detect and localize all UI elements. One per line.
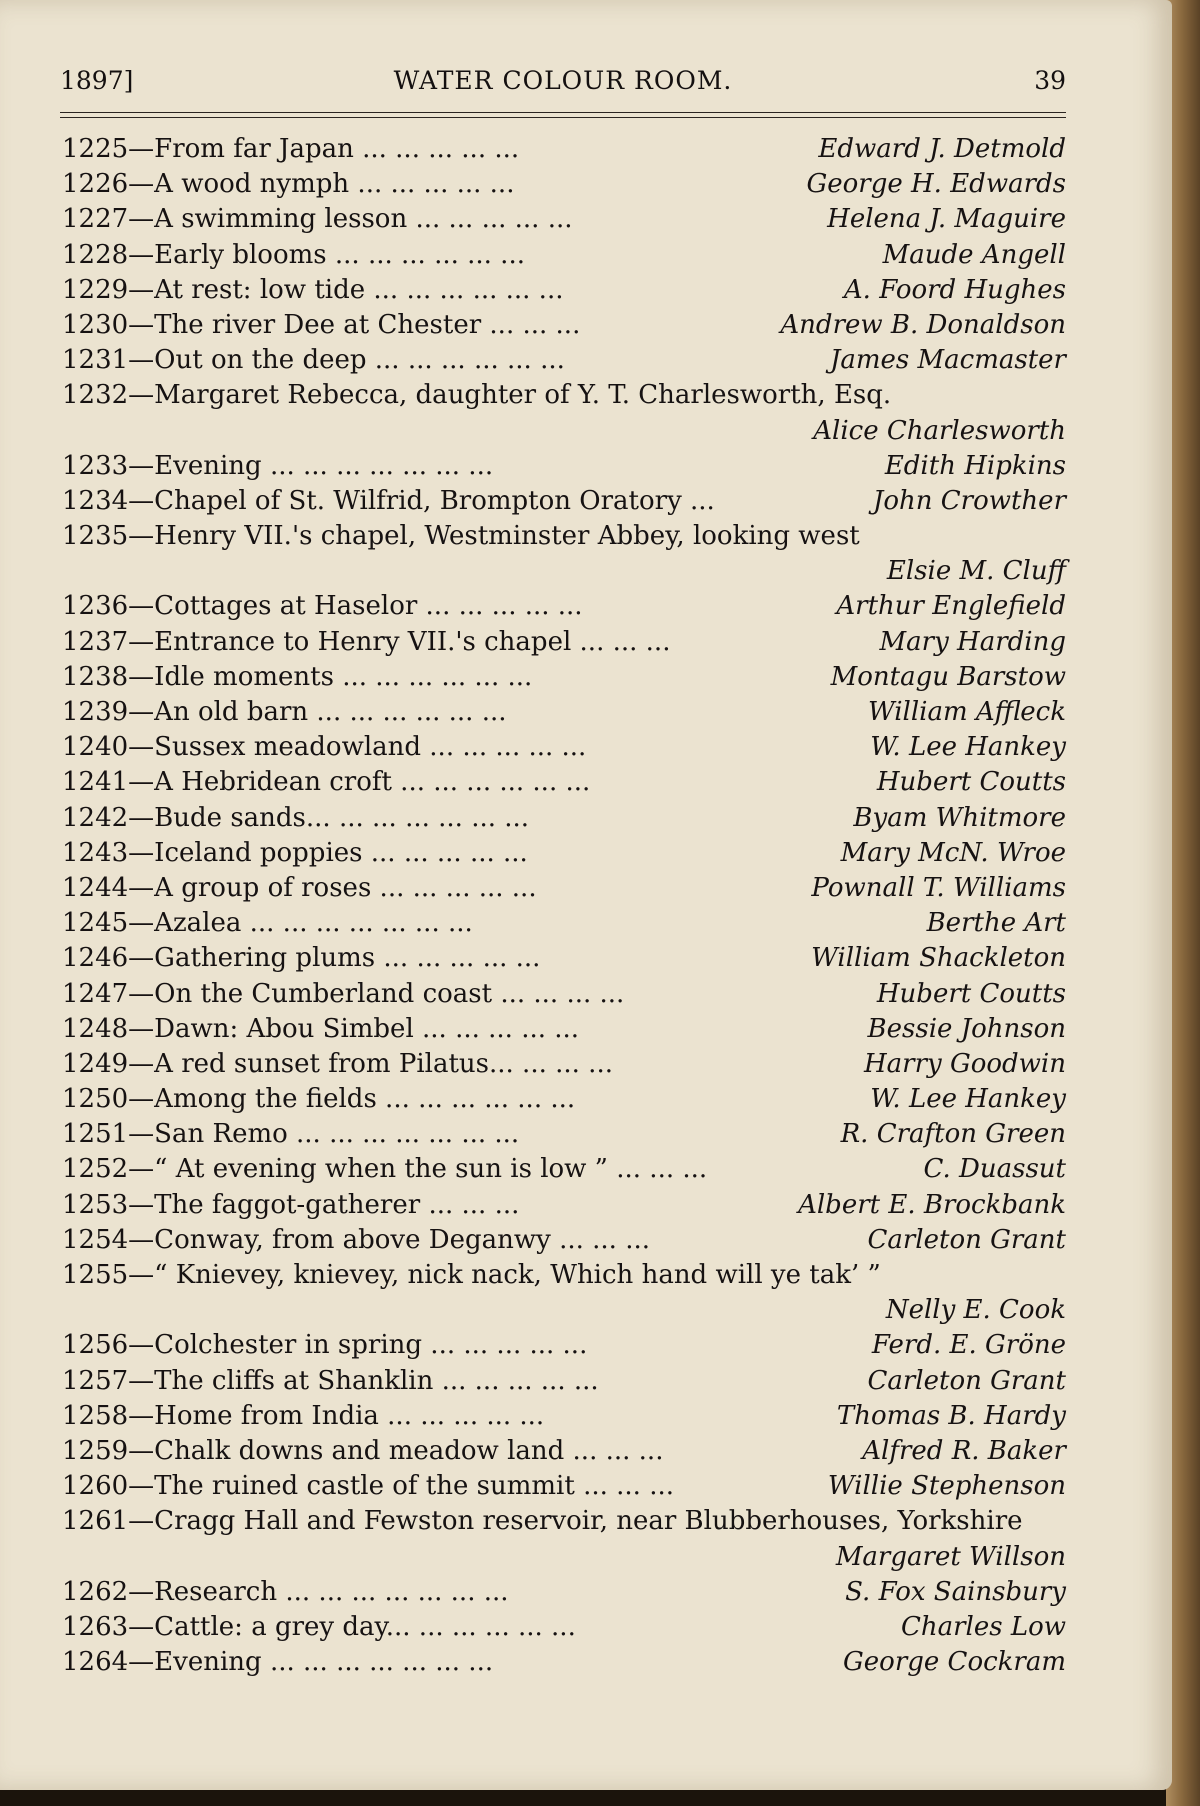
entry-artist: Arthur Englefield <box>836 591 1066 622</box>
entry-dash: — <box>128 1576 155 1607</box>
entry-artist: Elsie M. Cluff <box>886 556 1066 587</box>
entry-title: A wood nymph <box>154 169 350 200</box>
entry-dash: — <box>128 943 155 974</box>
entry-dot-leader: ... ... ... ... <box>492 978 625 1009</box>
entry-dot-leader: ... ... ... ... ... <box>413 1013 580 1044</box>
catalogue-entry <box>62 836 1066 871</box>
entry-number: 1238 <box>62 661 129 692</box>
catalogue-entry <box>62 1364 1066 1399</box>
catalogue-entry-continuation <box>62 1293 1066 1328</box>
entry-artist: Edward J. Detmold <box>818 134 1066 164</box>
entry-dot-leader: ... ... ... ... ... ... <box>326 239 525 270</box>
entry-title: Chapel of St. Wilfrid, Brompton Oratory <box>154 485 682 516</box>
entry-artist: A. Foord Hughes <box>843 274 1066 305</box>
entry-dot-leader: ... ... ... <box>420 1189 520 1220</box>
catalogue-entry <box>62 1399 1066 1434</box>
entry-dash: — <box>128 1506 155 1537</box>
entry-artist: Albert E. Brockbank <box>798 1189 1066 1220</box>
entry-artist: Nelly E. Cook <box>885 1295 1066 1326</box>
entry-number: 1248 <box>62 1013 129 1044</box>
catalogue-entry-continuation <box>62 414 1066 449</box>
entry-title: Conway, from above Deganwy <box>154 1224 551 1255</box>
entry-artist: Hubert Coutts <box>876 978 1066 1009</box>
catalogue-entry <box>62 730 1066 765</box>
entry-dash: — <box>128 134 155 164</box>
entry-title: Early blooms <box>154 239 327 270</box>
entry-title: Colchester in spring <box>154 1330 423 1361</box>
entry-artist: Alice Charlesworth <box>813 415 1066 446</box>
entry-number: 1256 <box>62 1330 129 1361</box>
entry-dash: — <box>128 309 155 340</box>
entry-artist: Margaret Willson <box>835 1541 1066 1572</box>
entry-artist: W. Lee Hankey <box>870 1084 1066 1115</box>
entry-number: 1262 <box>62 1576 129 1607</box>
entry-dash: — <box>128 1048 155 1079</box>
entry-artist: William Shackleton <box>811 943 1066 974</box>
catalogue-entry <box>62 308 1066 343</box>
running-header <box>60 66 1066 106</box>
entry-title: A group of roses <box>154 872 372 903</box>
catalogue-entry <box>62 1047 1066 1082</box>
entry-title: Home from India <box>154 1400 379 1431</box>
entry-dot-leader: ... ... ... ... ... ... ... <box>287 1119 520 1150</box>
entry-artist: Pownall T. Williams <box>811 872 1066 903</box>
entry-dot-leader: ... ... ... ... ... ... <box>366 345 565 376</box>
catalogue-entry <box>62 238 1066 273</box>
entry-dash: — <box>128 1611 155 1642</box>
entry-artist: Montagu Barstow <box>830 661 1066 692</box>
entry-dash: — <box>128 732 155 763</box>
entry-dot-leader: ... ... ... ... ... ... ... <box>305 802 530 833</box>
entry-title: Cottages at Haselor <box>154 591 418 622</box>
entry-artist: Byam Whitmore <box>853 802 1066 833</box>
entry-title: Among the fields <box>154 1084 377 1115</box>
entry-dot-leader: ... ... ... ... ... <box>378 1400 545 1431</box>
entry-artist: Hubert Coutts <box>876 767 1066 798</box>
entry-artist: Andrew B. Donaldson <box>780 309 1066 340</box>
entry-artist: Maude Angell <box>882 239 1066 270</box>
entry-dot-leader: ... ... ... ... ... ... ... <box>277 1576 509 1607</box>
entry-title: At rest: low tide <box>154 274 366 305</box>
entry-number: 1227 <box>62 204 129 235</box>
entry-dot-leader: ... ... ... ... ... <box>353 134 520 164</box>
entry-number: 1245 <box>62 908 129 939</box>
header-page-number: 39 <box>1034 66 1066 95</box>
entry-dot-leader: ... ... ... <box>550 1224 650 1255</box>
entry-artist: George H. Edwards <box>806 169 1066 200</box>
entry-number: 1241 <box>62 767 129 798</box>
entry-dot-leader: ... ... ... ... ... <box>421 732 587 763</box>
entry-dash: — <box>128 169 155 200</box>
entry-artist: R. Crafton Green <box>840 1119 1066 1150</box>
entry-number: 1229 <box>62 274 129 305</box>
entry-title: Cragg Hall and Fewston reservoir, near Blubberhouses, Yorkshire <box>154 1506 1023 1537</box>
catalogue-entry <box>62 1575 1066 1610</box>
entry-dash: — <box>128 1365 155 1396</box>
entry-title: Dawn: Abou Simbel <box>154 1013 414 1044</box>
entry-dot-leader: ... <box>681 485 715 516</box>
catalogue-entry <box>62 1610 1066 1645</box>
entry-artist: Charles Low <box>900 1611 1066 1642</box>
entry-dot-leader: ... ... ... ... ... <box>422 1330 588 1361</box>
entry-artist: John Crowther <box>872 485 1066 516</box>
entry-dot-leader: ... ... ... <box>481 309 581 340</box>
entry-dot-leader: ... ... ... ... ... ... <box>391 767 591 798</box>
entry-dot-leader: ... ... ... ... ... <box>407 204 573 235</box>
entry-number: 1232 <box>62 380 129 411</box>
entry-dash: — <box>128 978 155 1009</box>
entry-title: On the Cumberland coast <box>154 978 493 1009</box>
entry-dash: — <box>128 274 155 305</box>
header-rule-double <box>60 117 1066 118</box>
entry-number: 1231 <box>62 345 129 376</box>
entry-dot-leader: ... ... ... ... ... ... <box>365 274 564 305</box>
entry-dash: — <box>128 1224 155 1255</box>
entry-number: 1237 <box>62 626 129 657</box>
entry-dash: — <box>128 1260 155 1290</box>
entry-artist: W. Lee Hankey <box>870 732 1066 763</box>
entry-title: Cattle: a grey day <box>154 1611 386 1642</box>
entry-title: The river Dee at Chester <box>154 309 482 340</box>
entry-dash: — <box>128 697 155 727</box>
entry-title: The faggot-gatherer <box>154 1189 421 1220</box>
entry-dash: — <box>128 591 155 622</box>
catalogue-entry <box>62 589 1066 624</box>
entry-title: Henry VII.'s chapel, Westminster Abbey, looking west <box>154 521 860 552</box>
catalogue-entry <box>62 484 1066 519</box>
header-title: WATER COLOUR ROOM. <box>393 66 733 95</box>
entry-dash: — <box>128 345 155 376</box>
entry-dash: — <box>128 450 155 481</box>
entry-dash: — <box>128 485 155 516</box>
entry-number: 1240 <box>62 732 129 763</box>
entry-dash: — <box>128 239 155 270</box>
entry-dash: — <box>128 626 155 657</box>
entry-dot-leader: ... ... ... <box>571 626 671 657</box>
entry-dot-leader: ... ... ... ... ... ... ... <box>261 1647 494 1678</box>
entry-number: 1255 <box>62 1260 129 1290</box>
entry-title: A red sunset from Pilatus <box>154 1048 489 1079</box>
entry-artist: Edith Hipkins <box>884 450 1066 481</box>
entry-artist: Mary Harding <box>879 626 1066 657</box>
catalogue-entry <box>62 1188 1066 1223</box>
entry-dot-leader: ... ... ... ... ... ... <box>385 1611 576 1642</box>
entry-number: 1260 <box>62 1471 129 1502</box>
catalogue-entry <box>62 765 1066 800</box>
catalogue-entry <box>62 343 1066 378</box>
entry-number: 1225 <box>62 134 129 164</box>
entry-dot-leader: ... ... ... <box>564 1435 664 1466</box>
entry-title: Sussex meadowland <box>154 732 422 763</box>
entry-artist: Harry Goodwin <box>863 1048 1066 1079</box>
catalogue-entry <box>62 449 1066 484</box>
entry-title: Out on the deep <box>154 345 367 376</box>
catalogue-entries <box>62 132 1066 1680</box>
entry-dash: — <box>128 1330 155 1361</box>
entry-artist: Berthe Art <box>926 908 1066 939</box>
entry-dot-leader: ... ... ... ... ... ... <box>333 661 533 692</box>
entry-title: The ruined castle of the summit <box>154 1471 575 1502</box>
catalogue-entry <box>62 871 1066 906</box>
entry-artist: Thomas B. Hardy <box>836 1400 1066 1431</box>
entry-number: 1230 <box>62 309 129 340</box>
entry-title: Bude sands <box>154 802 306 833</box>
entry-title: A Hebridean croft <box>154 767 392 798</box>
entry-dot-leader: ... ... ... ... ... ... ... <box>241 908 473 939</box>
catalogue-entry-continuation <box>62 1540 1066 1575</box>
entry-dot-leader: ... ... ... <box>607 1154 708 1185</box>
entry-number: 1264 <box>62 1647 129 1678</box>
entry-dash: — <box>128 204 155 235</box>
entry-dot-leader: ... ... ... ... ... <box>375 943 541 974</box>
entry-number: 1250 <box>62 1084 129 1115</box>
entry-dot-leader: ... ... ... ... ... ... <box>376 1084 576 1115</box>
entry-artist: George Cockram <box>843 1647 1066 1678</box>
entry-title: Idle moments <box>154 661 334 692</box>
entry-number: 1249 <box>62 1048 129 1079</box>
entry-dot-leader: ... ... ... ... ... <box>417 591 583 622</box>
entry-dash: — <box>128 521 155 552</box>
entry-artist: Bessie Johnson <box>867 1013 1066 1044</box>
catalogue-entry <box>62 202 1066 237</box>
catalogue-entry <box>62 906 1066 941</box>
catalogue-entry <box>62 1645 1066 1680</box>
entry-dash: — <box>128 1119 155 1150</box>
catalogue-entry <box>62 1082 1066 1117</box>
entry-title: “ Knievey, knievey, nick nack, Which hand will ye tak’ ” <box>154 1260 881 1290</box>
entry-dash: — <box>128 1435 155 1466</box>
entry-artist: Alfred R. Baker <box>862 1435 1066 1466</box>
entry-artist: William Affleck <box>867 697 1066 727</box>
entry-number: 1233 <box>62 450 129 481</box>
entry-dash: — <box>128 908 155 939</box>
catalogue-entry-continuation <box>62 554 1066 589</box>
catalogue-entry <box>62 1469 1066 1504</box>
entry-dash: — <box>128 1084 155 1115</box>
entry-title: Evening <box>154 450 262 481</box>
catalogue-entry <box>62 1012 1066 1047</box>
catalogue-entry <box>62 660 1066 695</box>
entry-dash: — <box>128 872 155 903</box>
catalogue-entry <box>62 1152 1066 1187</box>
entry-artist: Carleton Grant <box>867 1365 1066 1396</box>
entry-number: 1246 <box>62 943 129 974</box>
entry-dash: — <box>128 1471 155 1502</box>
catalogue-entry <box>62 1328 1066 1363</box>
entry-dot-leader: ... ... ... ... ... <box>371 872 537 903</box>
entry-number: 1252 <box>62 1154 129 1185</box>
entry-dot-leader: ... ... ... ... ... <box>349 169 515 200</box>
catalogue-entry <box>62 1504 1066 1539</box>
header-rule <box>60 112 1066 113</box>
entry-dash: — <box>128 380 155 411</box>
entry-number: 1244 <box>62 872 129 903</box>
catalogue-entry <box>62 1434 1066 1469</box>
entry-dot-leader: ... ... ... ... ... <box>433 1365 599 1396</box>
entry-number: 1257 <box>62 1365 129 1396</box>
entry-dash: — <box>128 767 155 798</box>
entry-number: 1242 <box>62 802 129 833</box>
entry-title: An old barn <box>154 697 309 727</box>
entry-dash: — <box>128 1013 155 1044</box>
entry-title: Margaret Rebecca, daughter of Y. T. Charlesworth, Esq. <box>154 380 892 411</box>
entry-title: The cliffs at Shanklin <box>154 1365 434 1396</box>
entry-number: 1258 <box>62 1400 129 1431</box>
catalogue-entry <box>62 941 1066 976</box>
entry-number: 1235 <box>62 521 129 552</box>
catalogue-entry <box>62 167 1066 202</box>
entry-title: Chalk downs and meadow land <box>154 1435 565 1466</box>
catalogue-entry <box>62 1223 1066 1258</box>
catalogue-entry <box>62 1258 1066 1293</box>
entry-number: 1261 <box>62 1506 129 1537</box>
entry-dash: — <box>128 1400 155 1431</box>
entry-title: From far Japan <box>154 134 354 164</box>
catalogue-entry <box>62 273 1066 308</box>
entry-number: 1259 <box>62 1435 129 1466</box>
entry-artist: James Macmaster <box>829 345 1066 376</box>
entry-title: Gathering plums <box>154 943 376 974</box>
entry-dash: — <box>128 1189 155 1220</box>
entry-title: A swimming lesson <box>154 204 408 235</box>
entry-artist: S. Fox Sainsbury <box>845 1576 1066 1607</box>
entry-dot-leader: ... ... ... <box>574 1471 674 1502</box>
entry-number: 1236 <box>62 591 129 622</box>
entry-artist: Mary McN. Wroe <box>840 837 1066 868</box>
entry-dot-leader: ... ... ... ... ... <box>362 837 528 868</box>
entry-artist: C. Duassut <box>923 1154 1066 1185</box>
entry-number: 1226 <box>62 169 129 200</box>
entry-dash: — <box>128 837 155 868</box>
catalogue-entry <box>62 625 1066 660</box>
catalogue-entry <box>62 977 1066 1012</box>
entry-number: 1234 <box>62 485 129 516</box>
catalogue-entry <box>62 801 1066 836</box>
entry-number: 1251 <box>62 1119 129 1150</box>
entry-number: 1254 <box>62 1224 129 1255</box>
entry-dot-leader: ... ... ... ... ... ... ... <box>261 450 494 481</box>
entry-number: 1243 <box>62 837 129 868</box>
entry-dot-leader: ... ... ... ... <box>489 1048 613 1079</box>
entry-artist: Willie Stephenson <box>827 1471 1066 1502</box>
entry-title: “ At evening when the sun is low ” <box>154 1154 608 1185</box>
entry-title: San Remo <box>154 1119 288 1150</box>
catalogue-entry <box>62 695 1066 730</box>
entry-title: Evening <box>154 1647 262 1678</box>
entry-artist: Ferd. E. Gröne <box>871 1330 1066 1361</box>
entry-title: Iceland poppies <box>154 837 363 868</box>
entry-title: Azalea <box>154 908 242 939</box>
entry-number: 1253 <box>62 1189 129 1220</box>
catalogue-entry <box>62 378 1066 413</box>
catalogue-entry <box>62 132 1066 167</box>
catalogue-entry <box>62 1117 1066 1152</box>
entry-dash: — <box>128 1154 155 1185</box>
entry-artist: Helena J. Maguire <box>827 204 1066 235</box>
entry-dash: — <box>128 802 155 833</box>
entry-number: 1247 <box>62 978 129 1009</box>
entry-number: 1239 <box>62 697 129 727</box>
entry-number: 1263 <box>62 1611 129 1642</box>
entry-title: Entrance to Henry VII.'s chapel <box>154 626 572 657</box>
entry-dash: — <box>128 661 155 692</box>
catalogue-entry <box>62 519 1066 554</box>
entry-artist: Carleton Grant <box>867 1224 1066 1255</box>
header-year: 1897] <box>60 66 134 95</box>
entry-title: Research <box>154 1576 278 1607</box>
entry-dash: — <box>128 1647 155 1678</box>
entry-number: 1228 <box>62 239 129 270</box>
entry-dot-leader: ... ... ... ... ... ... <box>308 697 507 727</box>
